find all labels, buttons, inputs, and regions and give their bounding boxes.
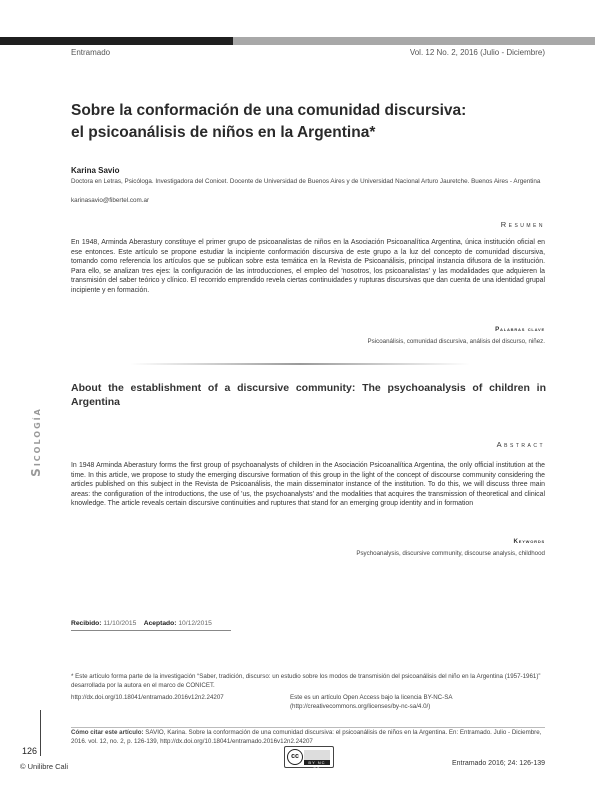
title-line-1: Sobre la conformación de una comunidad discursiva: <box>71 102 467 119</box>
publisher: © Unilibre Cali <box>20 762 69 771</box>
keywords-heading: Keywords <box>513 538 545 545</box>
english-title: About the establishment of a discursive community: The psychoanalysis of children in Argentina <box>71 382 546 408</box>
title-line-2: el psicoanálisis de niños en la Argentina* <box>71 124 376 141</box>
palabras-clave-heading: Palabras clave <box>495 326 545 333</box>
header-bar-grey <box>233 37 595 45</box>
author-name: Karina Savio <box>71 166 120 175</box>
cite-label: Cómo citar este artículo: <box>71 729 144 736</box>
cite-block <box>71 728 545 746</box>
header-bar-dark <box>0 37 233 45</box>
abstract-heading: Abstract <box>496 440 545 449</box>
cc-license-label: BY NC SA <box>304 760 330 765</box>
cite-text: SAVIO, Karina. Sobre la conformación de una comunidad discursiva: el psicoanálisis de niños en la Argentina. En: Entramado. Julio - Diciembre, 2016. vol. 12, no. 2, p. 126-139, http://dx.doi.org/10.18041/entramado.2016v12n2.24207 <box>71 729 542 745</box>
received-date: 11/10/2015 <box>103 620 137 627</box>
resumen-heading: Resumen <box>500 220 545 229</box>
page-number: 126 <box>22 746 38 756</box>
issue-info: Vol. 12 No. 2, 2016 (Julio - Diciembre) <box>409 48 545 57</box>
dates-line <box>71 620 212 627</box>
cc-icon: cc <box>287 749 303 765</box>
palabras-clave-text: Psicoanálisis, comunidad discursiva, análisis del discurso, niñez. <box>367 338 545 345</box>
journal-name: Entramado <box>71 48 111 57</box>
cc-attribution-icons <box>304 750 330 760</box>
footnote-doi[interactable]: http://dx.doi.org/10.18041/entramado.2016v12n2.24207 <box>71 694 224 701</box>
resumen-text: En 1948, Arminda Aberastury constituye el primer grupo de psicoanalistas de niños en la Asociación Psicoanalítica Argentina, única institución oficial en ese entonces. Este artículo se propone estudiar la incipiente conformación discursiva de este grupo a la luz del concepto de comunidad discursiva, tomando como referencia los artículos que se publican sobre esta temática en la Revista de Psicoanálisis, principal instancia difusora de la institución. Para ello, se analizan tres ejes: la configuración de las introducciones, el empleo del 'nosotros, los psicoanalistas' y las modalidades que adquieren la transmisión del saber teórico y clínico. El recorrido emprendido revela ciertas continuidades y rupturas discursivas que dan cuenta de una identidad grupal incipiente y en formación. <box>71 239 545 294</box>
abstract-text: In 1948 Arminda Aberastury forms the first group of psychoanalysts of children in the Asociación Psicoanalítica Argentina, the only official institution at the time. In this article, we propose to study the emerging discursive formation of this group in the light of the concept of discourse community considering the articles published on this subject in the Revista de Psicoanálisis, the main disseminator instance of the institution. To do this, we will discuss three main areas: the configuration of the introductions, the use of 'us, the psychoanalysts' and the modalities that acquires the transmission of theoretical and clinical knowledge. The article reveals certain discursive continuities and ruptures that stand for an emerging group identity and in formation <box>71 462 545 508</box>
cc-license-badge[interactable] <box>284 746 334 768</box>
section-divider <box>130 363 470 365</box>
received-label: Recibido: <box>71 620 102 627</box>
footnote-license: Este es un artículo Open Access bajo la licencia BY-NC-SA (http://creativecommons.org/licenses/by-nc-sa/4.0/) <box>290 694 453 710</box>
accepted-date: 10/12/2015 <box>178 620 212 627</box>
footnote-note: * Este artículo forma parte de la investigación “Saber, tradición, discurso: un estudio sobre los modos de transmisión del psicoanálisis del niño en la Argentina (1957-1961)” desarrollada por la autora en el marco de CONICET. <box>71 673 541 689</box>
author-affiliation: Doctora en Letras, Psicóloga. Investigadora del Conicet. Docente de Universidad de Buenos Aires y de Universidad Nacional Arturo Jauretche. Buenos Aires - Argentina <box>71 178 541 185</box>
keywords-text: Psychoanalysis, discursive community, discourse analysis, childhood <box>356 550 545 557</box>
section-side-label <box>22 392 50 492</box>
author-email: karinasavio@fibertel.com.ar <box>71 197 150 204</box>
article-title <box>71 100 541 144</box>
page-number-bar <box>40 710 41 756</box>
footer-citation: Entramado 2016; 24: 126-139 <box>451 760 545 767</box>
section-side-text: Sicología <box>29 407 43 477</box>
dates-underline <box>71 630 231 631</box>
accepted-label: Aceptado: <box>143 620 177 627</box>
